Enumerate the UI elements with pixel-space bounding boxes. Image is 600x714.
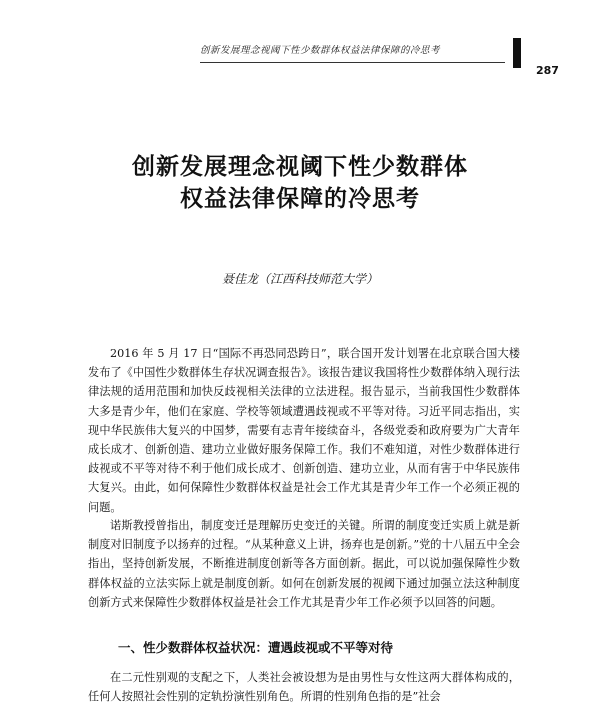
author-line: 聂佳龙（江西科技师范大学） [221, 272, 378, 286]
article-title-line-2: 权益法律保障的冷思考 [180, 186, 420, 212]
header-rule [200, 62, 505, 63]
paragraph-2: 诺斯教授曾指出，制度变迁是理解历史变迁的关键。所谓的制度变迁实质上就是新制度对旧制度予以扬弃的过程。“从某种意义上讲，扬弃也是创新。”党的十八届五中全会指出，坚持创新发展，不断推进制度创新等各方面创新。据此，可以说加强保障性少数群体权益的立法实际上就是制度创新。如何在创新发展的视阈下通过加强立法这种制度创新方式来保障性少数群体权益是社会工作尤其是青少年工作必须予以回答的问题。 [88, 519, 520, 609]
article-title-line-1: 创新发展理念视阈下性少数群体 [132, 154, 468, 180]
section-heading: 一、性少数群体权益状况：遭遇歧视或不平等对待 [118, 640, 394, 655]
paragraph-1: 2016 年 5 月 17 日“国际不再恐同恐跨日”，联合国开发计划署在北京联合国大楼发布了《中国性少数群体生存状况调查报告》。该报告建议我国将性少数群体纳入现行法律法规的适用范围和加快反歧视相关法律的立法进程。报告显示，当前我国性少数群体大多是青少年，他们在家庭、学校等领域遭遇歧视或不平等对待。习近平同志指出，实现中华民族伟大复兴的中国梦，需要有志青年接续奋斗，各级党委和政府要为广大青年成长成才、创新创造、建功立业做好服务保障工作。我们不难知道，对性少数群体进行歧视或不平等对待不利于他们成长成才、创新创造、建功立业，从而有害于中华民族伟大复兴。由此，如何保障性少数群体权益是社会工作尤其是青少年工作一个必须正视的问题。 [88, 347, 520, 514]
header-bar-mark [513, 38, 521, 68]
paragraph-3: 在二元性别观的支配之下，人类社会被设想为是由男性与女性这两大群体构成的，任何人按照社会性别的定轨扮演性别角色。所谓的性别角色指的是”社会 [88, 671, 520, 704]
running-header: 创新发展理念视阈下性少数群体权益法律保障的冷思考 [200, 45, 441, 56]
page-number: 287 [536, 64, 559, 77]
